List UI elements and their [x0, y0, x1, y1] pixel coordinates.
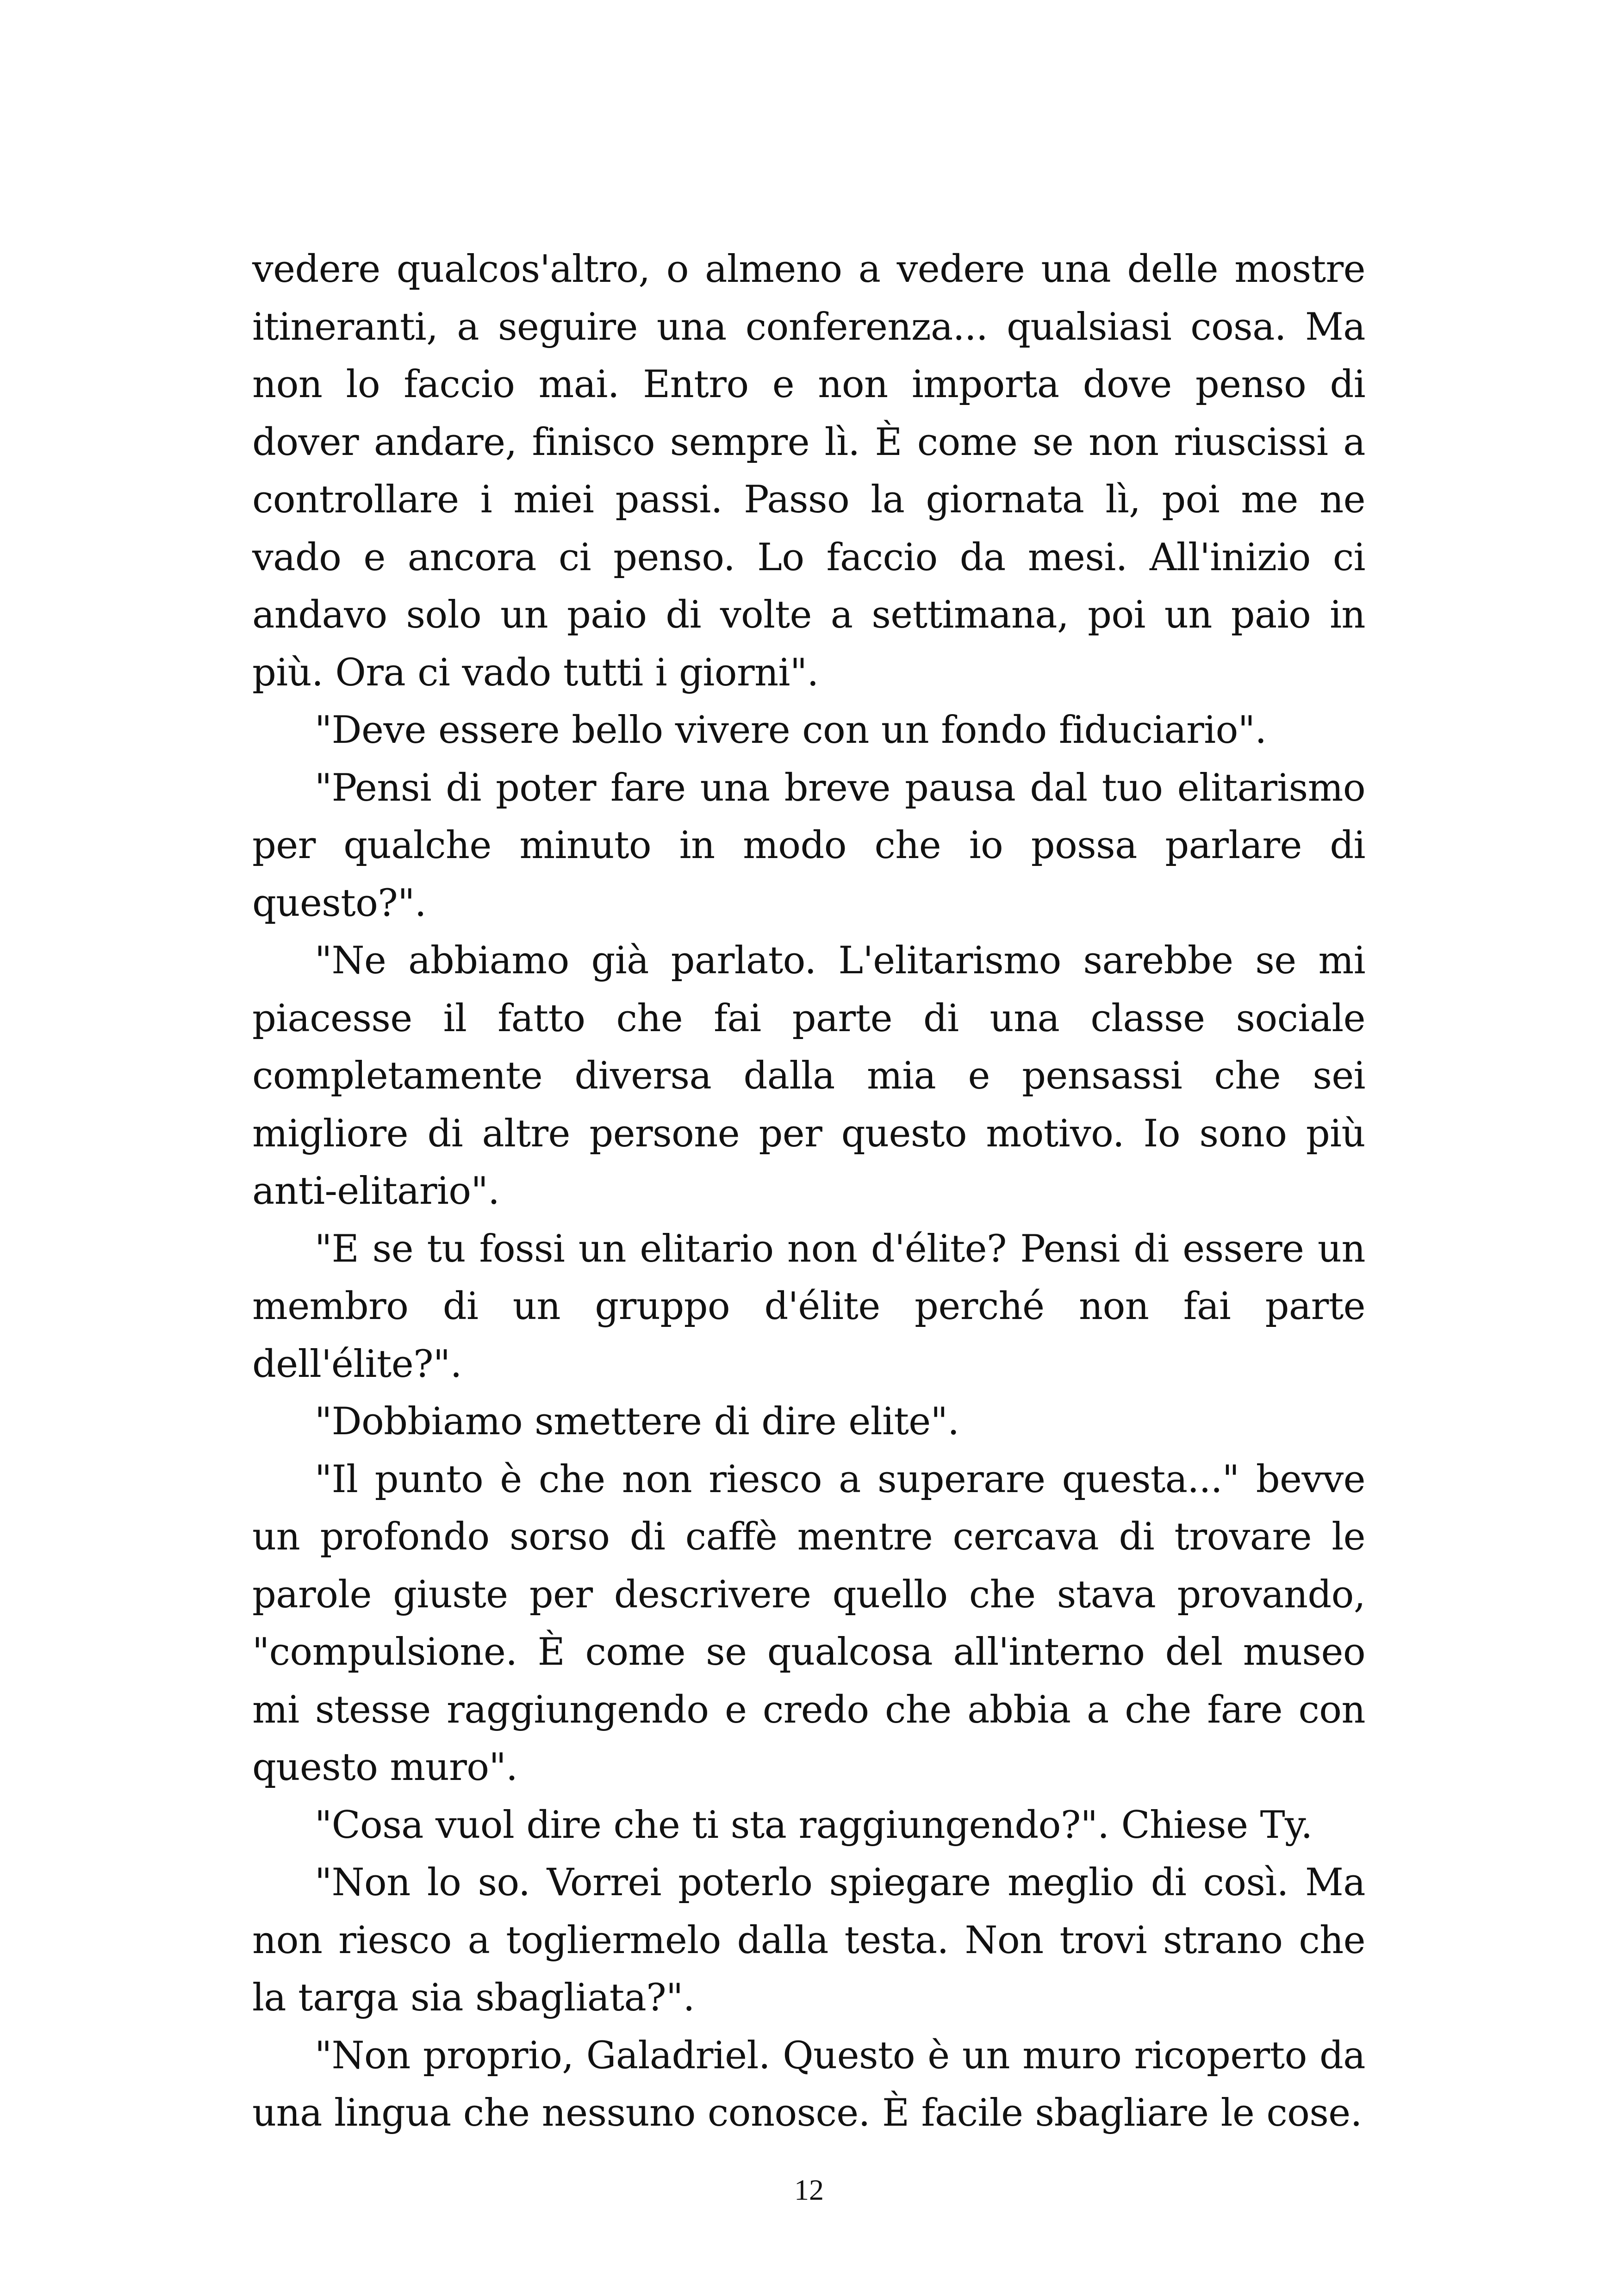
paragraph-3: "Pensi di poter fare una breve pausa dal tuo elitarismo per qualche minuto in modo che io possa parlare di questo?".	[252, 766, 1365, 925]
paragraph-5: "E se tu fossi un elitario non d'élite? Pensi di essere un membro di un gruppo d'élite perché non fai parte dell'élite?".	[252, 1227, 1365, 1386]
page-number: 12	[794, 2173, 824, 2206]
paragraph-4: "Ne abbiamo già parlato. L'elitarismo sarebbe se mi piacesse il fatto che fai parte di una classe sociale completamente diversa dalla mia e pensassi che sei migliore di altre persone per questo motivo. Io sono più anti-elitario".	[252, 939, 1365, 1213]
paragraph-1: vedere qualcos'altro, o almeno a vedere una delle mostre itineranti, a seguire una conferenza... qualsiasi cosa. Ma non lo faccio mai. Entro e non importa dove penso di dover andare, finisco sempre lì. È come se non riuscissi a controllare i miei passi. Passo la giornata lì, poi me ne vado e ancora ci penso. Lo faccio da mesi. All'inizio ci andavo solo un paio di volte a settimana, poi un paio in più. Ora ci vado tutti i giorni".	[252, 248, 1365, 695]
paragraph-2: "Deve essere bello vivere con un fondo fiduciario".	[315, 709, 1267, 752]
paragraph-7: "Il punto è che non riesco a superare questa..." bevve un profondo sorso di caffè mentre cercava di trovare le parole giuste per descrivere quello che stava provando, "compulsione. È come se qualcosa all'interno del museo mi stesse raggiungendo e credo che abbia a che fare con questo muro".	[252, 1457, 1365, 1789]
paragraph-8: "Cosa vuol dire che ti sta raggiungendo?". Chiese Ty.	[315, 1803, 1313, 1847]
paragraph-6: "Dobbiamo smettere di dire elite".	[315, 1400, 959, 1444]
paragraph-9: "Non lo so. Vorrei poterlo spiegare meglio di così. Ma non riesco a togliermelo dalla testa. Non trovi strano che la targa sia sbagliata?".	[252, 1861, 1365, 2020]
body-text	[252, 241, 1365, 2142]
paragraph-10: "Non proprio, Galadriel. Questo è un muro ricoperto da una lingua che nessuno conosce. È facile sbagliare le cose.	[252, 2034, 1365, 2135]
